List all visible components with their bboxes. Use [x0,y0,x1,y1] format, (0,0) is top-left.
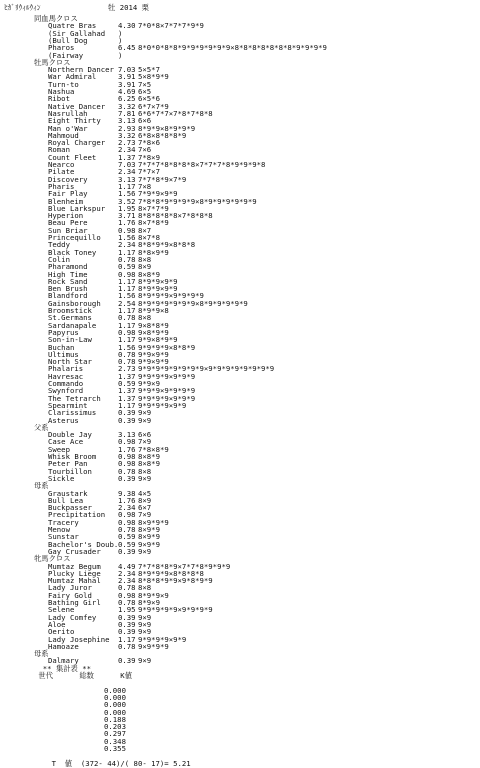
generation-pattern: 7*7×7 [138,167,160,177]
generation-pattern: 8×7*7*9 [138,203,169,213]
cross-value: 0.59 [118,532,136,542]
generation-pattern: 8*8*8*8*8×7*8*8*8 [138,211,213,221]
generation-pattern: 9×9*9 [138,539,160,549]
cross-value: 0.98 [118,437,136,447]
generation-pattern: 8*8×9*9 [138,247,169,257]
ancestor-name: Commando [48,379,84,388]
cross-value: 0.39 [118,546,136,556]
k-value: 0.000 [104,685,126,695]
cross-value: 0.78 [118,598,136,607]
generation-pattern: 5×5*7 [138,65,160,75]
cross-value: 4.69 [118,87,136,96]
ancestor-name: Selene [48,605,75,615]
ancestor-name: Oerito [48,627,75,637]
generation-pattern: 7*7*8*8*9×7*7*8*9*9*9 [138,561,231,571]
line-note-close: ) [118,28,123,38]
ancestor-name: Colin [48,254,70,264]
generation-pattern: 8×9 [138,262,152,272]
ancestor-name: North Star [48,357,92,367]
ancestor-name: Lady Juror [48,583,92,593]
cross-value: 1.17 [118,306,136,315]
cross-value: 0.78 [118,313,136,323]
generation-pattern: 9×9*9*9 [138,641,169,651]
cross-value: 1.76 [118,444,136,454]
generation-pattern: 8×8*9 [138,269,160,279]
generation-pattern: 7*8×8*9 [138,444,169,454]
ancestor-name: Mumtaz Begum [48,561,101,571]
ancestor-name: Royal Charger [48,138,106,148]
generation-pattern: 8×8 [138,583,152,593]
k-value: 0.297 [104,729,126,739]
ancestor-name: Spearmint [48,400,88,410]
cross-value: 1.76 [118,218,136,228]
ancestor-name: The Tetrarch [48,393,101,403]
ancestor-name: Ben Brush [48,284,88,294]
k-value: 0.355 [104,744,126,753]
ancestor-name: Northern Dancer [48,65,114,75]
cross-value: 7.81 [118,108,136,118]
ancestor-name: Nasrullah [48,108,88,118]
generation-pattern: 9*9*9*9×8*8*9 [138,342,196,352]
ancestor-name: Papyrus [48,327,79,337]
cross-value: 0.39 [118,473,136,483]
generation-pattern: 9×9 [138,408,152,418]
ancestor-name: Lady Comfey [48,612,97,622]
generation-pattern: 8×8 [138,466,152,476]
ancestor-name: Nearco [48,160,75,169]
generation-pattern: 4×5 [138,488,152,498]
cross-value: 4.30 [118,21,136,31]
ancestor-name: Plucky Liege [48,568,101,578]
ancestor-name: Sunstar [48,532,79,542]
cross-value: 2.34 [118,568,136,578]
cross-value: 0.98 [118,517,136,527]
ancestor-name: Native Dancer [48,101,106,111]
cross-value: 0.78 [118,583,136,593]
generation-pattern: 8*9×9 [138,598,160,607]
ancestor-name: Ribot [48,94,70,104]
ancestor-name: Buchan [48,342,75,352]
cross-value: 1.37 [118,152,136,162]
ancestor-name: Blandford [48,291,88,301]
ancestor-name: Mahmoud [48,130,79,140]
cross-value: 6.25 [118,94,136,104]
cross-value: 0.59 [118,379,136,388]
generation-pattern: 9*9*9*9×9*9 [138,400,187,410]
generation-pattern: 9*9*9*9*9*9*9*9×9*9*9*9*9*9*9*9 [138,364,275,374]
ancestor-name: St.Germans [48,313,92,323]
generation-pattern: 8×7 [138,225,152,235]
ancestor-name: Havresac [48,371,84,381]
section-heading: 牝馬クロス [34,554,71,564]
line-note-close: ) [118,50,123,60]
cross-value: 2.34 [118,145,136,155]
ancestor-name: Pharos [48,43,75,53]
cross-value: 2.54 [118,298,136,308]
cross-value: 3.13 [118,116,136,126]
generation-pattern: 9*9*9*9×9*9*9 [138,371,196,381]
cross-value: 0.98 [118,590,136,600]
generation-pattern: 6×6 [138,430,152,440]
summary-text: 世代 総数 K値 [34,671,132,680]
ancestor-name: Swynford [48,386,84,396]
k-value: 0.000 [104,692,126,702]
ancestor-name: Sickle [48,473,75,483]
ancestor-name: Precipitation [48,510,106,520]
cross-value: 0.78 [118,466,136,476]
generation-pattern: 9*9×9 [138,379,160,388]
ancestor-name: Fairy Gold [48,590,92,600]
ancestor-name: Beau Pere [48,218,88,228]
generation-pattern: 8×8 [138,313,152,323]
generation-pattern: 8*8*8*9*9×9*8*9*9 [138,576,213,586]
cross-value: 1.56 [118,189,136,199]
generation-pattern: 8×9*9 [138,525,160,534]
generation-pattern: 8*9*9×9*9 [138,276,178,286]
generation-pattern: 9*9*9*9×9*9*9 [138,393,196,403]
ancestor-name: Hamoaze [48,641,79,651]
cross-value: 0.59 [118,262,136,272]
ancestor-name: Teddy [48,240,70,250]
ancestor-name: Tourbillon [48,466,92,476]
cross-value: 1.76 [118,495,136,505]
generation-pattern: 6*7×7*9 [138,101,169,111]
generation-pattern: 7*8×6 [138,138,160,148]
cross-value: 3.91 [118,72,136,82]
cross-value: 2.34 [118,503,136,513]
cross-value: 1.37 [118,393,136,403]
cross-value: 3.52 [118,196,136,206]
cross-value: 0.39 [118,619,136,629]
cross-value: 0.98 [118,452,136,461]
generation-pattern: 8*9*9×8 [138,306,169,315]
cross-value: 1.17 [118,320,136,330]
ancestor-name: Nashua [48,87,75,96]
ancestor-name: Gay Crusader [48,546,101,556]
ancestor-name: Graustark [48,488,88,498]
cross-value: 1.95 [118,605,136,615]
ancestor-name: Blenheim [48,196,84,206]
cross-value: 9.38 [118,488,136,498]
generation-pattern: 9×8*8*9 [138,320,169,330]
generation-pattern: 7×8 [138,181,152,191]
cross-value: 2.34 [118,167,136,177]
line-note: (Bull Dog [48,35,88,45]
generation-pattern: 8*9*9*9×8*8*8*8 [138,568,204,578]
generation-pattern: 9×9 [138,612,152,622]
ancestor-name: Pharis [48,181,75,191]
generation-pattern: 7*0*8×7*7*7*9*9 [138,21,204,31]
generation-pattern: 7×6 [138,145,152,155]
generation-pattern: 6×6 [138,116,152,126]
ancestor-name: High Time [48,269,88,279]
section-heading: 母系 [34,649,49,659]
generation-pattern: 8×9*9*9 [138,517,169,527]
ancestor-name: Dalmary [48,656,79,666]
ancestor-name: Princequillo [48,233,101,242]
ancestor-name: Double Jay [48,430,92,440]
ancestor-name: Turn-to [48,79,79,89]
cross-value: 0.98 [118,510,136,520]
cross-value: 4.49 [118,561,136,571]
cross-value: 7.03 [118,65,136,75]
generation-pattern: 9×9 [138,656,152,666]
generation-pattern: 9×9 [138,627,152,637]
ancestor-name: Tracery [48,517,79,527]
ancestor-name: War Admiral [48,72,97,82]
cross-value: 1.17 [118,400,136,410]
ancestor-name: Eight Thirty [48,116,101,126]
generation-pattern: 9*9*9×9*9*9*9 [138,386,196,396]
generation-pattern: 6×5 [138,87,152,96]
ancestor-name: Pilate [48,167,75,177]
ancestor-name: Count Fleet [48,152,97,162]
generation-pattern: 8*0*0*8*8*9*9*9*9*9*9×8*8*8*8*8*8*8*9*9*9*9 [138,43,327,53]
ancestor-name: Ultimus [48,349,79,359]
cross-value: 2.93 [118,123,136,133]
generation-pattern: 8×8*9 [138,459,160,469]
cross-value: 1.17 [118,181,136,191]
ancestor-name: Menow [48,525,70,534]
ancestor-name: Clarissimus [48,408,97,418]
cross-value: 3.13 [118,430,136,440]
ancestor-name: Buckpasser [48,503,92,513]
cross-value: 1.56 [118,342,136,352]
generation-pattern: 8*9*9×9*9 [138,284,178,294]
cross-value: 2.34 [118,576,136,586]
summary-text: ** 集計表 ** [34,663,92,673]
cross-value: 0.39 [118,415,136,425]
ancestor-name: Bull Lea [48,495,84,505]
ancestor-name: Phalaris [48,364,84,374]
generation-pattern: 9*9×9*9 [138,349,169,359]
generation-pattern: 9×9 [138,473,152,483]
ancestor-name: Sun Briar [48,225,88,235]
cross-value: 0.39 [118,612,136,622]
ancestor-name: Peter Pan [48,459,88,469]
generation-pattern: 9×9 [138,619,152,629]
generation-pattern: 8×8 [138,254,152,264]
generation-pattern: 8×7*8 [138,233,160,242]
cross-value: 3.71 [118,211,136,221]
ancestor-name: Gainsborough [48,298,101,308]
ancestor-name: Hyperion [48,211,84,221]
ancestor-name: Lady Josephine [48,634,110,644]
ancestor-name: Asterus [48,415,79,425]
generation-pattern: 6*6*7*7×7*8*7*8*8 [138,108,213,118]
ancestor-name: Fair Play [48,189,88,199]
section-heading: 父系 [34,422,49,432]
k-value: 0.188 [104,714,126,724]
cross-value: 1.37 [118,386,136,396]
cross-value: 0.78 [118,641,136,651]
ancestor-name: Man o'War [48,123,88,133]
cross-value: 2.34 [118,240,136,250]
cross-value: 0.98 [118,269,136,279]
cross-value: 0.78 [118,254,136,264]
generation-pattern: 5×8*9*9 [138,72,169,82]
ancestor-name: Rock Sand [48,276,88,286]
generation-pattern: 7*8*8*9*9*9*9×8*9*9*9*9*9*9 [138,196,257,206]
cross-value: 0.78 [118,349,136,359]
ancestor-name: Mumtaz Mahal [48,576,101,586]
ancestor-name: Pharamond [48,262,88,272]
cross-value: 0.39 [118,408,136,418]
cross-value: 6.45 [118,43,136,53]
ancestor-name: Sweep [48,444,70,454]
ancestor-name: Sardanapale [48,320,97,330]
generation-pattern: 6*8×8*8*8*9 [138,130,187,140]
generation-pattern: 8*9*9*9×9*9*9*9 [138,291,204,301]
generation-pattern: 6×5*6 [138,94,160,104]
cross-value: 1.17 [118,284,136,294]
generation-pattern: 8×7*8*9 [138,218,169,228]
cross-value: 3.32 [118,130,136,140]
generation-pattern: 7*9*9×9*9 [138,189,178,199]
cross-value: 0.98 [118,459,136,469]
cross-value: 0.39 [118,656,136,666]
k-value: 0.000 [104,707,126,717]
cross-value: 1.95 [118,203,136,213]
cross-value: 1.56 [118,291,136,301]
cross-value: 0.59 [118,539,136,549]
generation-pattern: 9×8*9*9 [138,327,169,337]
cross-value: 1.17 [118,276,136,286]
ancestor-name: Case Ace [48,437,84,447]
cross-value: 1.37 [118,371,136,381]
generation-pattern: 9×9 [138,546,152,556]
generation-pattern: 7×9 [138,437,152,447]
generation-pattern: 8×9 [138,495,152,505]
cross-value: 0.78 [118,357,136,367]
generation-pattern: 9×9 [138,415,152,425]
ancestor-name: Roman [48,145,70,155]
line-note: (Fairway [48,50,84,60]
generation-pattern: 9*9×8*9*9 [138,335,178,345]
section-heading: 母系 [34,481,49,491]
ancestor-name: Black Toney [48,247,97,257]
k-value: 0.348 [104,736,126,746]
cross-value: 1.17 [118,634,136,644]
ancestor-name: Discovery [48,174,88,184]
summary-text: T 値 (372- 44)/( 80- 17)= 5.21 [34,758,191,768]
generation-pattern: 8*8*9*9×8*8*8 [138,240,196,250]
generation-pattern: 8*9*9*9*9*9*9×8*9*9*9*9*9 [138,298,248,308]
cross-value: 0.98 [118,327,136,337]
section-heading: 同血馬クロス [34,14,78,23]
generation-pattern: 6×7 [138,503,152,513]
cross-value: 3.13 [118,174,136,184]
line-note-close: ) [118,35,123,45]
generation-pattern: 9*9*9*9*9×9*9*9*9 [138,605,213,615]
cross-value: 3.91 [118,79,136,89]
ancestor-name: Bathing Girl [48,598,101,607]
ancestor-name: Broomstick [48,306,92,315]
ancestor-name: Aloe [48,619,66,629]
generation-pattern: 7*7*7*8*8*8*8×7*7*7*8*9*9*9*8 [138,160,266,169]
cross-value: 1.17 [118,247,136,257]
cross-value: 1.56 [118,233,136,242]
generation-pattern: 9*9×9*9 [138,357,169,367]
k-value: 0.000 [104,700,126,710]
generation-pattern: 8*9*9×9 [138,590,169,600]
generation-pattern: 7*8×9 [138,152,160,162]
cross-value: 2.73 [118,364,136,374]
generation-pattern: 9*9*9*9×9*9 [138,634,187,644]
cross-value: 1.17 [118,335,136,345]
line-note: (Sir Gallahad [48,28,106,38]
generation-pattern: 8×8*9 [138,452,160,461]
cross-value: 3.32 [118,101,136,111]
generation-pattern: 7×5 [138,79,152,89]
generation-pattern: 8×9*9 [138,532,160,542]
ancestor-name: Son-in-Law [48,335,92,345]
section-heading: 牡馬クロス [34,57,71,67]
generation-pattern: 7*7*8*9×7*9 [138,174,187,184]
cross-value: 7.03 [118,160,136,169]
report-header: ﾋｶﾞﾘｳｨﾙｳｨﾝ 牡 2014 栗 [4,3,149,12]
cross-value: 0.78 [118,525,136,534]
generation-pattern: 8*9*9×8*9*9*9 [138,123,196,133]
ancestor-name: Whisk Broom [48,452,97,461]
cross-value: 2.73 [118,138,136,148]
generation-pattern: 7×9 [138,510,152,520]
ancestor-name: Bachelor's Doub. [48,539,119,549]
cross-value: 0.39 [118,627,136,637]
k-value: 0.203 [104,722,126,732]
ancestor-name: Quatre Bras [48,21,97,31]
cross-value: 0.98 [118,225,136,235]
ancestor-name: Blue Larkspur [48,203,106,213]
